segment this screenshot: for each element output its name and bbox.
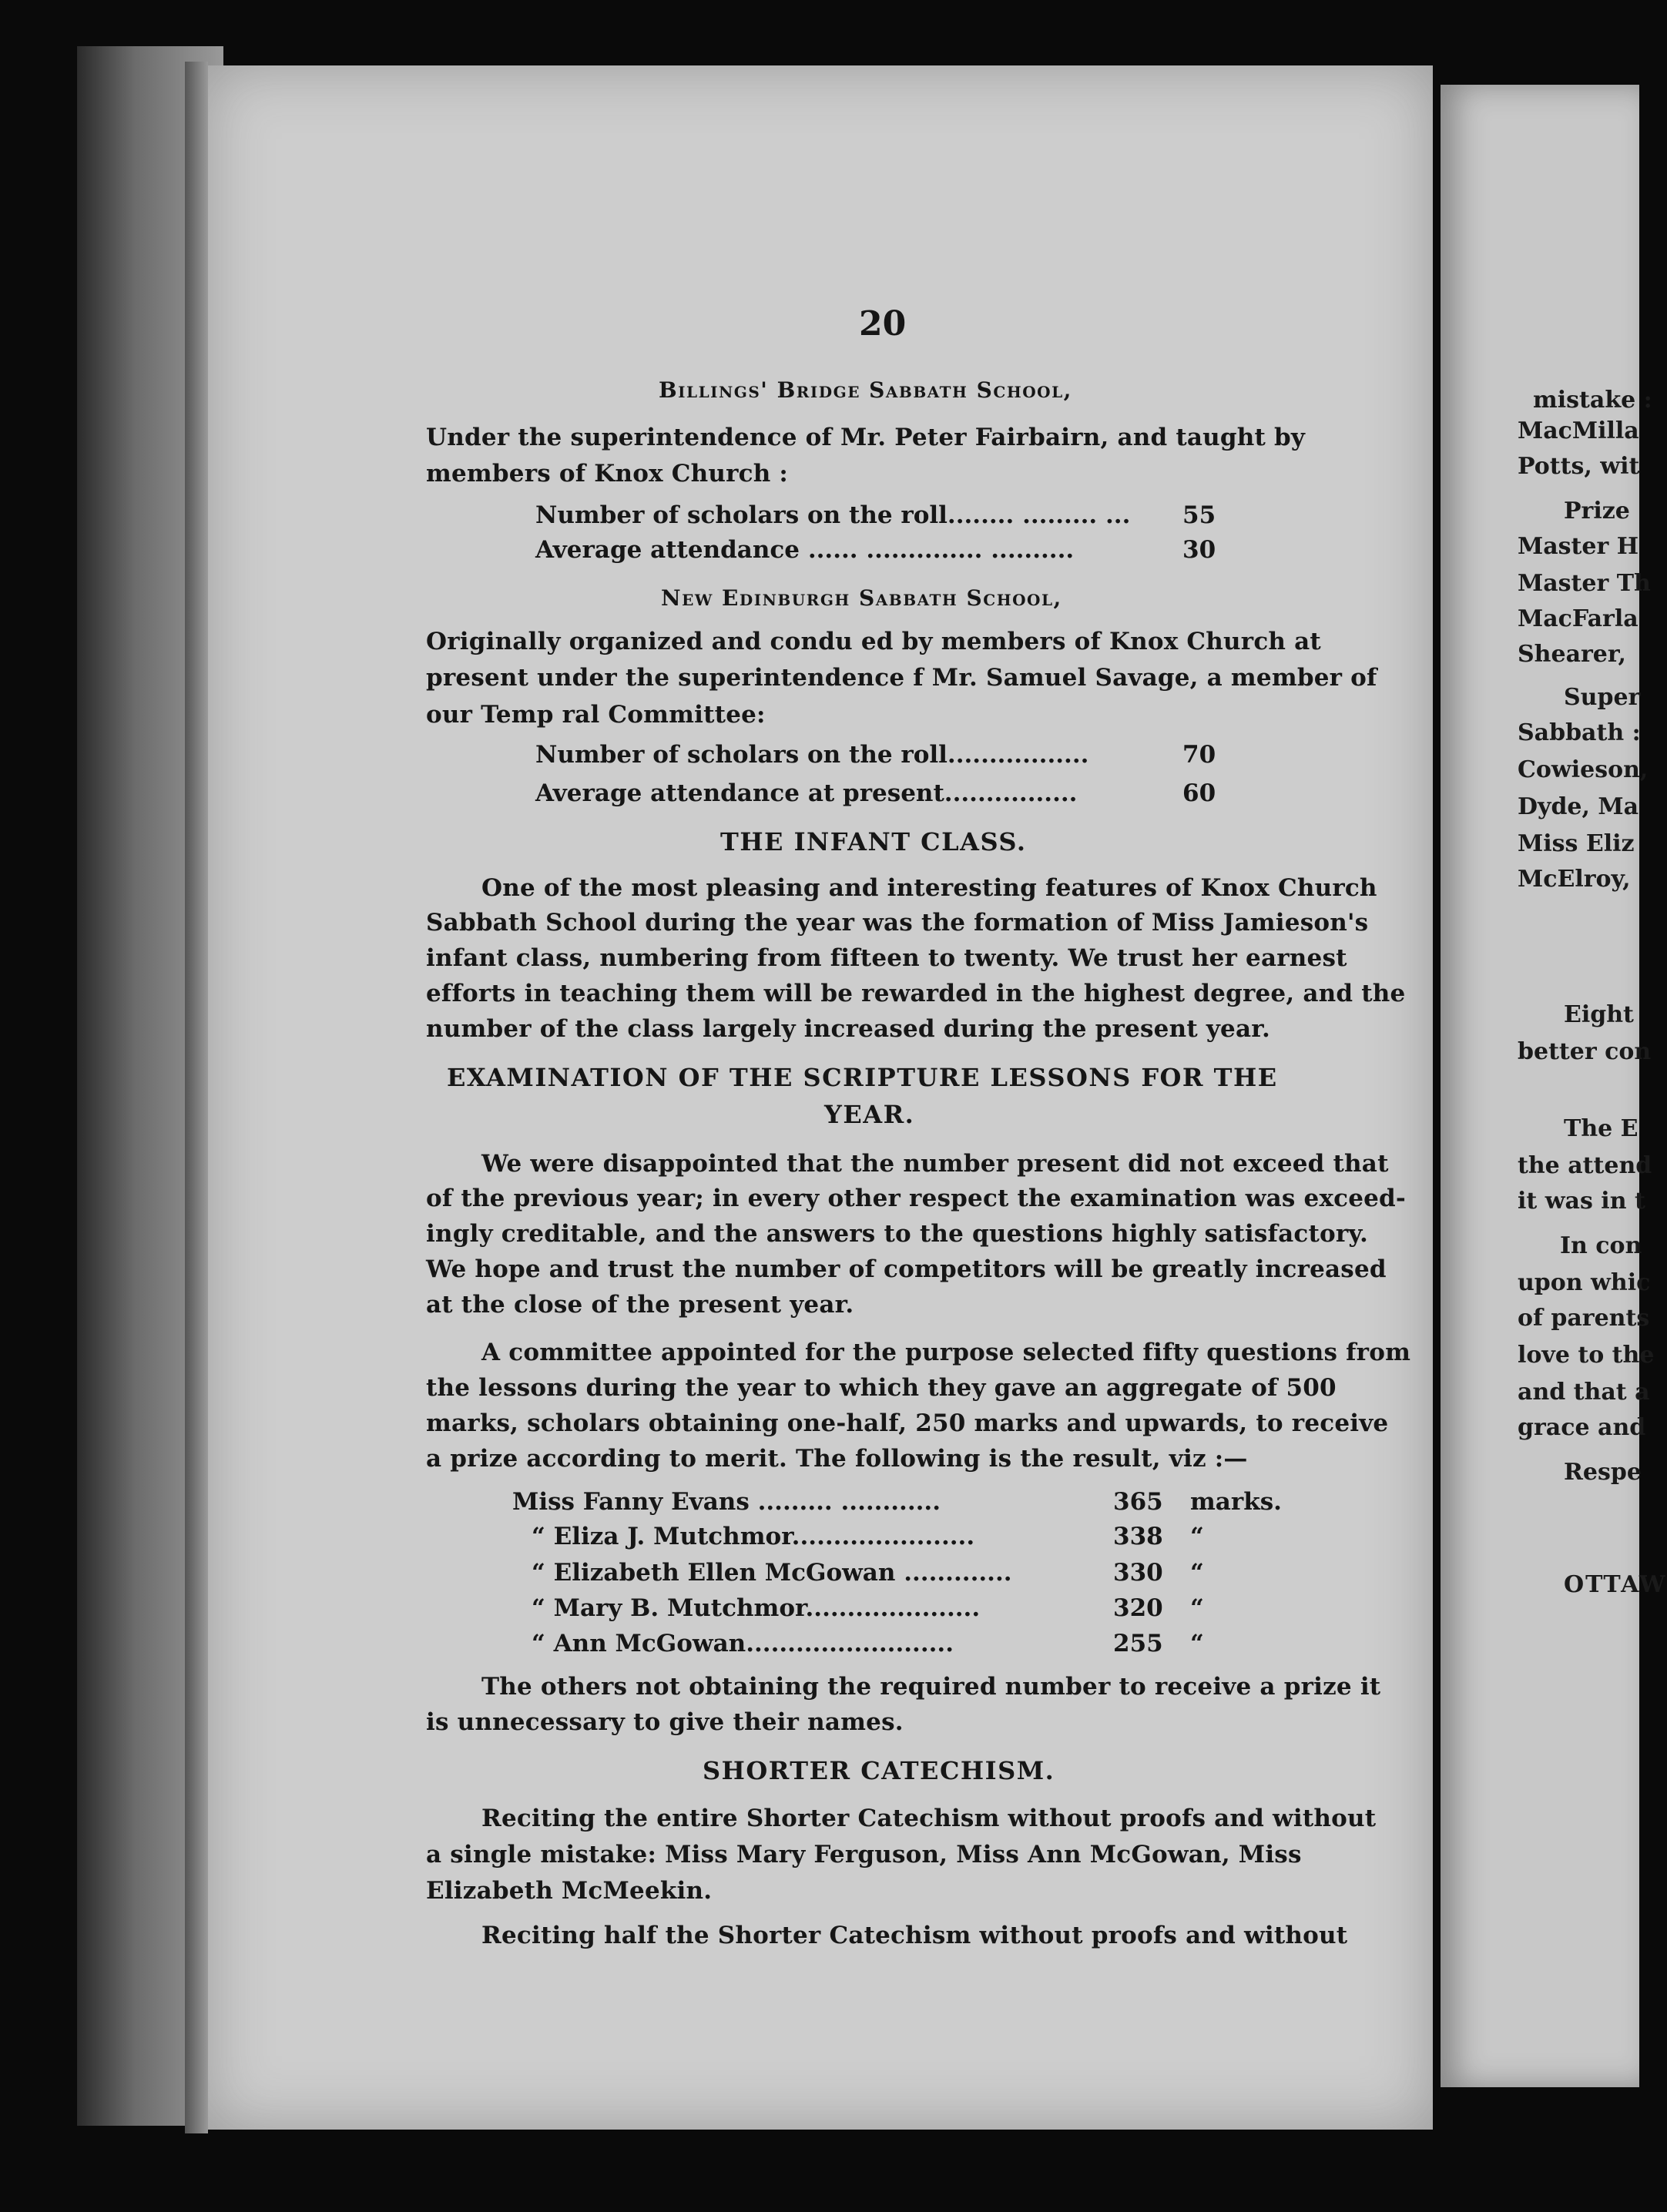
rp-line: Miss Eliz [1518, 830, 1635, 857]
section-heading-edinburgh: New Edinburgh Sabbath School, [661, 585, 1062, 611]
rp-line: Respe [1564, 1459, 1642, 1486]
text-line: One of the most pleasing and interesting features of Knox Church [481, 874, 1377, 902]
text-line: is unnecessary to give their names. [426, 1708, 904, 1736]
rp-line: of parents [1518, 1305, 1650, 1332]
rp-line: The E [1564, 1115, 1638, 1142]
rp-line: the attend [1518, 1152, 1652, 1179]
text-line: marks, scholars obtaining one-half, 250 marks and upwards, to receive [426, 1409, 1389, 1437]
result-score: 330 [1113, 1559, 1163, 1587]
rp-line: and that a [1518, 1379, 1650, 1406]
stat-row [535, 741, 1229, 772]
text-line: A committee appointed for the purpose selected fifty questions from [481, 1339, 1411, 1366]
result-row [532, 1630, 1302, 1661]
rp-line: McElroy, [1518, 866, 1631, 893]
text-line: at the close of the present year. [426, 1291, 854, 1319]
result-unit: “ [1190, 1594, 1204, 1622]
text-line: efforts in teaching them will be rewarded in the highest degree, and the [426, 980, 1406, 1007]
result-score: 365 [1113, 1488, 1163, 1516]
rp-line: Potts, wit [1518, 453, 1640, 480]
rp-line: MacMilla [1518, 417, 1639, 444]
stat-value: 30 [1182, 536, 1216, 564]
result-name: Miss Fanny Evans ......... ............ [512, 1488, 941, 1516]
stat-label: Number of scholars on the roll................. [535, 741, 1089, 769]
result-name: “ Ann McGowan......................... [532, 1630, 954, 1657]
rp-line: Master Th [1518, 570, 1651, 597]
result-score: 320 [1113, 1594, 1163, 1622]
result-unit: marks. [1190, 1488, 1282, 1516]
page-edge [185, 62, 208, 2133]
section-heading-exam-2: YEAR. [824, 1100, 915, 1129]
text-line: Reciting the entire Shorter Catechism without proofs and without [481, 1805, 1377, 1832]
text-line: of the previous year; in every other respect the examination was exceed- [426, 1185, 1406, 1212]
text-line: We hope and trust the number of competitors will be greatly increased [426, 1255, 1387, 1283]
stat-row [535, 779, 1229, 810]
text-line: number of the class largely increased during the present year. [426, 1015, 1270, 1043]
result-row [532, 1523, 1302, 1553]
text-line: Reciting half the Shorter Catechism without proofs and without [481, 1922, 1348, 1949]
stat-value: 70 [1182, 741, 1216, 769]
text-line: Under the superintendence of Mr. Peter Fairbairn, and taught by [426, 424, 1306, 451]
result-row [532, 1559, 1302, 1590]
stat-label: Average attendance ...... .............. .......... [535, 536, 1075, 564]
text-line: The others not obtaining the required number to receive a prize it [481, 1673, 1381, 1701]
rp-line: better con [1518, 1038, 1652, 1065]
right-page-fragment [1441, 85, 1667, 2087]
rp-line: it was in t [1518, 1188, 1645, 1215]
text-line: our Temp ral Committee: [426, 701, 766, 729]
rp-line: MacFarla [1518, 605, 1638, 632]
stat-value: 55 [1182, 501, 1216, 529]
rp-line: Prize [1564, 498, 1630, 525]
text-line: Elizabeth McMeekin. [426, 1877, 713, 1905]
stat-row [535, 501, 1229, 532]
rp-line: Dyde, Ma [1518, 793, 1639, 820]
stat-label: Number of scholars on the roll........ ......... ... [535, 501, 1131, 529]
text-line: the lessons during the year to which they gave an aggregate of 500 [426, 1374, 1337, 1402]
rp-line: love to the [1518, 1342, 1655, 1369]
text-line: We were disappointed that the number present did not exceed that [481, 1150, 1389, 1178]
result-unit: “ [1190, 1559, 1204, 1587]
result-name: “ Eliza J. Mutchmor...................... [532, 1523, 975, 1550]
section-heading-infant: THE INFANT CLASS. [720, 827, 1027, 856]
text-line: Sabbath School during the year was the formation of Miss Jamieson's [426, 909, 1369, 937]
text-line: Originally organized and condu ed by members of Knox Church at [426, 628, 1321, 655]
rp-line: mistake : [1533, 387, 1652, 414]
text-line: infant class, numbering from fifteen to twenty. We trust her earnest [426, 944, 1347, 972]
rp-line: In con [1560, 1232, 1642, 1259]
text-line: members of Knox Church : [426, 460, 789, 488]
result-score: 338 [1113, 1523, 1163, 1550]
page-number: 20 [859, 304, 907, 344]
text-line: present under the superintendence f Mr. Samuel Savage, a member of [426, 664, 1377, 692]
rp-line: OTTAW [1564, 1571, 1667, 1598]
result-row [532, 1594, 1302, 1625]
result-unit: “ [1190, 1523, 1204, 1550]
section-heading-catechism: SHORTER CATECHISM. [703, 1756, 1055, 1785]
rp-line: Cowieson, [1518, 756, 1649, 783]
rp-line: Shearer, [1518, 641, 1626, 668]
text-line: ingly creditable, and the answers to the questions highly satisfactory. [426, 1220, 1369, 1248]
stat-label: Average attendance at present................ [535, 779, 1078, 807]
rp-line: Master H [1518, 533, 1639, 560]
stat-row [535, 536, 1229, 567]
section-heading-billings: Billings' Bridge Sabbath School, [659, 377, 1072, 403]
text-line: a prize according to merit. The following is the result, viz :— [426, 1445, 1248, 1473]
result-score: 255 [1113, 1630, 1163, 1657]
rp-line: Super [1564, 684, 1641, 711]
result-name: “ Elizabeth Ellen McGowan ............. [532, 1559, 1012, 1587]
result-row [512, 1488, 1283, 1519]
stat-value: 60 [1182, 779, 1216, 807]
rp-line: grace and [1518, 1414, 1646, 1441]
rp-line: upon whic [1518, 1269, 1651, 1296]
result-name: “ Mary B. Mutchmor..................... [532, 1594, 981, 1622]
section-heading-exam: EXAMINATION OF THE SCRIPTURE LESSONS FOR THE [447, 1063, 1278, 1092]
rp-line: Eight [1564, 1001, 1634, 1028]
text-line: a single mistake: Miss Mary Ferguson, Miss Ann McGowan, Miss [426, 1841, 1302, 1868]
rp-line: Sabbath : [1518, 719, 1641, 746]
result-unit: “ [1190, 1630, 1204, 1657]
